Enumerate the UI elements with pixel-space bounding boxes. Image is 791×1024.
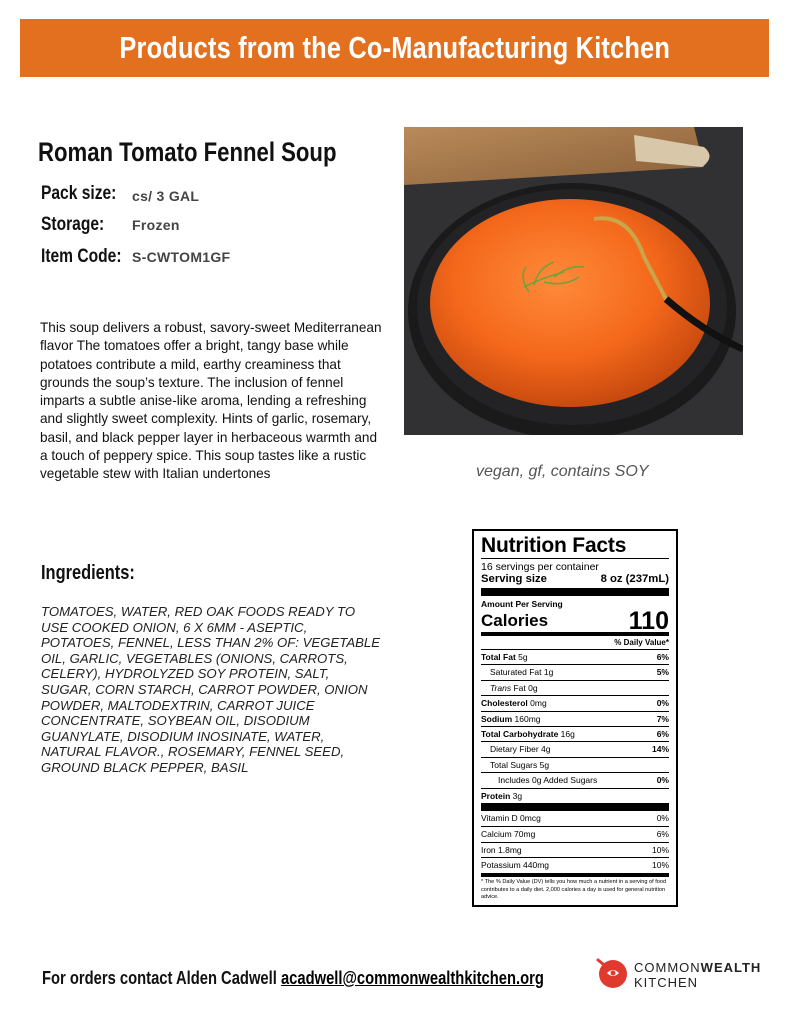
soup-photo: [404, 127, 743, 435]
storage-label: Storage:: [41, 214, 105, 235]
nutrient-row: Dietary Fiber 4g 14%: [481, 741, 669, 756]
commonwealth-kitchen-logo: [596, 956, 766, 992]
daily-value-header: % Daily Value*: [614, 638, 669, 647]
storage-value: Frozen: [132, 217, 180, 233]
order-contact: For orders contact Alden Cadwell acadwell@commonwealthkitchen.org: [42, 968, 544, 988]
nutrient-row: Total Fat 5g 6%: [481, 649, 669, 664]
nutrient-row: Trans Fat 0g: [481, 680, 669, 695]
nutrient-row: Saturated Fat 1g 5%: [481, 664, 669, 679]
calories-row: Calories 110: [481, 607, 669, 635]
vitamin-row: Vitamin D 0mcg 0%: [481, 813, 669, 824]
pack-size-value: cs/ 3 GAL: [132, 188, 200, 204]
vitamin-row: Iron 1.8mg 10%: [481, 842, 669, 858]
nutrient-row: Cholesterol 0mg 0%: [481, 695, 669, 710]
servings-per-container: 16 servings per container: [481, 561, 599, 573]
item-code-value: S-CWTOM1GF: [132, 249, 231, 265]
header-banner: [20, 19, 769, 77]
vitamin-row: Potassium 440mg 10%: [481, 857, 669, 873]
nutrient-row: Total Carbohydrate 16g 6%: [481, 726, 669, 741]
pack-size-label: Pack size:: [41, 183, 117, 204]
item-code-label: Item Code:: [41, 246, 122, 267]
nutrient-row: Sodium 160mg 7%: [481, 711, 669, 726]
product-description: This soup delivers a robust, savory-sweet Mediterranean flavor The tomatoes offer a bright, tangy base while potatoes contribute a mild, earthy creaminess that grounds the soup’s texture. The inclusion of fennel imparts a subtle anise-like aroma, lending a refreshing and slightly sweet complexity. Hints of garlic, rosemary, basil, and black pepper layer in herbaceous warmth and a touch of peppery spice. This soup tastes like a rustic vegetable stew with Italian undertones: [40, 320, 382, 482]
amount-per-serving: Amount Per Serving: [481, 599, 563, 609]
nutrient-row: Total Sugars 5g: [481, 757, 669, 772]
serving-size: Serving size 8 oz (237mL): [481, 573, 669, 585]
ingredients-title: Ingredients:: [41, 562, 135, 584]
banner-title: Products from the Co-Manufacturing Kitchen: [119, 30, 670, 65]
dietary-tagline: vegan, gf, contains SOY: [476, 463, 649, 480]
nutrition-footnote: * The % Daily Value (DV) tells you how much a nutrient in a serving of food contributes to a daily diet. 2,000 calories a day is used for general nutrition advice.: [481, 873, 669, 901]
nutrient-row: Includes 0g Added Sugars 0%: [481, 772, 669, 787]
kitchen-logo-icon: [596, 956, 630, 990]
logo-text: COMMONWEALTH KITCHEN: [634, 960, 762, 990]
nutrition-facts-panel: [472, 529, 678, 907]
nutrition-title: Nutrition Facts: [481, 534, 627, 557]
product-title: Roman Tomato Fennel Soup: [38, 137, 337, 167]
ingredients-list: TOMATOES, WATER, RED OAK FOODS READY TO USE COOKED ONION, 6 X 6MM - ASEPTIC, POTATOES, FENNEL, LESS THAN 2% OF: VEGETABLE OIL, GARLIC, VEGETABLES (ONIONS, CARROTS, CELERY), HYDROLYZED SOY PROTEIN, SALT, SUGAR, CORN STARCH, CARROT POWDER, ONION POWDER, MALTODEXTRIN, CARROT JUICE CONCENTRATE, SOYBEAN OIL, DISODIUM GUANYLATE, DISODIUM INOSINATE, WATER, NATURAL FLAVOR., ROSEMARY, FENNEL SEED, GROUND BLACK PEPPER, BASIL: [41, 604, 381, 775]
contact-email-link[interactable]: acadwell@commonwealthkitchen.org: [280, 968, 544, 988]
nutrient-row: Protein 3g: [481, 788, 669, 803]
vitamin-row: Calcium 70mg 6%: [481, 826, 669, 842]
